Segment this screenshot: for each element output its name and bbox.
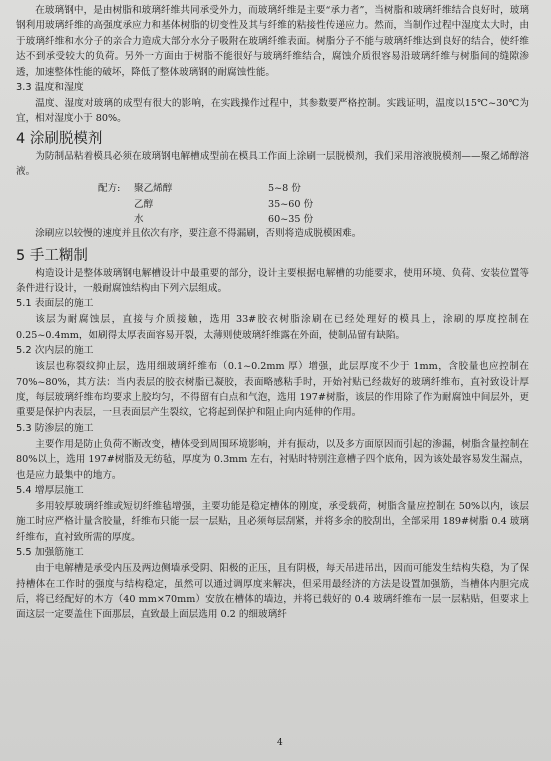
heading-5: 5 手工糊制 (16, 247, 88, 264)
page-number: 4 (277, 738, 283, 748)
formula-row (98, 211, 348, 227)
paragraph-3-3: 温度、湿度对玻璃的成型有很大的影响，在实践操作过程中，其参数要严格控制。实践证明，温度以15℃~30℃为宜，相对湿度小于 80%。 (16, 98, 529, 125)
heading-5-2: 5.2 次内层的施工 (16, 345, 94, 357)
paragraph-5-3: 主要作用是防止负荷不断改变，槽体受到周围环境影响，并有振动，以及多方面原因而引起的渗漏，树脂含量控制在 80%以上，选用 197#树脂及无纺毡，厚度为 0.3mm 左右，衬贴时特别注意槽子四个底角，因为该处最容易发生漏点，也是应力最集中的地方。 (16, 438, 529, 481)
formula-amount: 35~60 份 (268, 198, 314, 210)
paragraph-5-4: 多用较厚玻璃纤维或短切纤维毡增强，主要功能是稳定槽体的刚度，承受载荷，树脂含量应控制在 50%以内，该层施工时应严格计量含胶量，纤维布只能一层一层贴，且必须每层刮紧，并将多余的胶刮出，全部采用 189#树脂 0.4 玻璃纤维布，直衬致所需的厚度。 (16, 501, 529, 543)
paragraph-4: 为防制品粘着模具必须在玻璃钢电解槽成型前在模具工作面上涂刷一层脱模剂，我们采用溶液脱模剂——聚乙烯醇溶液。 (16, 150, 529, 178)
formula-amount: 60~35 份 (268, 214, 314, 226)
formula-row (98, 195, 348, 211)
formula-label: 配方: (98, 183, 121, 195)
heading-5-1: 5.1 表面层的施工 (16, 298, 94, 310)
formula-table (98, 180, 348, 227)
heading-5-4: 5.4 增厚层施工 (16, 485, 84, 497)
heading-3-3: 3.3 温度和湿度 (16, 82, 84, 94)
formula-row (98, 180, 348, 196)
heading-5-3: 5.3 防渗层的施工 (16, 422, 94, 434)
paragraph-5-2: 该层也称裂纹抑止层，选用细玻璃纤维布（0.1~0.2mm 厚）增强，此层厚度不少于 1mm，含胶量也应控制在 70%~80%，其方法：当内表层的胶衣树脂已凝胶，表面略感粘手时，开始衬贴已经裁好的玻璃纤维布，直衬致设计厚度，每层玻璃纤维布均要求上胶均匀，不得留有白点和气泡，选用 197#树脂，该层的作用除了作为耐腐蚀中间层外，更重要是保护内表层，一旦表面层产生裂纹，它将起到保护和阻止向内延伸的作用。 (16, 361, 529, 419)
heading-5-5: 5.5 加强筋施工 (16, 547, 84, 559)
formula-amount: 5~8 份 (268, 183, 301, 195)
paragraph-5-5: 由于电解槽是承受内压及两边侧墙承受阴、阳极的正压，且有阴极，每天吊进吊出，因而可能发生结构失稳，为了保持槽体在工作时的强度与结构稳定，虽然可以通过调厚度来解决，但采用最经济的方法是设置加强筋，当槽体内胆完成后，将已经配好的木方（40 mm×70mm）安放在槽体的墙边，并将已载好的 0.4 玻璃纤维布一层一层粘贴，但要求上面这层一定要盖住下面那层，直致最上面层选用 0.2 的细玻璃纤 (16, 563, 529, 621)
paragraph-5: 构造设计是整体玻璃钢电解槽设计中最重要的部分，设计主要根据电解槽的功能要求，使用环境、负荷、安装位置等条件进行设计，一般耐腐蚀结构由下列六层组成。 (16, 267, 529, 294)
paragraph-intro: 在玻璃钢中，是由树脂和玻璃纤维共同承受外力，而玻璃纤维是主要“承力者”，当树脂和玻璃纤维结合良好时，玻璃钢利用玻璃纤维的高强度承应力和基体树脂的切变性及其与纤维的粘接性传递应力。然而，当制作过程中湿度太大时，由于玻璃纤维和水分子的亲合力造成大部分水分子吸附在玻璃纤维表面。树脂分子不能与玻璃纤维达到良好的结合，使纤维达不到承受较大的负荷。另外一方面由于树脂不能很好与玻璃纤维结合，腐蚀介质很容易沿玻璃纤维与树脂间的缝隙渗透，加速整体性能的破坏，降低了整体玻璃钢的耐腐蚀性能。 (16, 5, 529, 78)
paragraph-4-after: 涂刷应以较慢的速度并且依次有序，要注意不得漏刷，否则将造成脱模困难。 (35, 228, 362, 240)
formula-ingredient: 水 (134, 214, 144, 226)
paragraph-5-1: 该层为耐腐蚀层，直接与介质接触，选用 33#胶衣树脂涂刷在已经处理好的模具上，涂刷的厚度控制在 0.25~0.4mm，如刷得太厚表面容易开裂，太薄则使玻璃纤维露在外面，使制品留有缺陷。 (16, 314, 529, 341)
formula-ingredient: 乙醇 (134, 198, 154, 210)
formula-ingredient: 聚乙烯醇 (134, 183, 173, 195)
heading-4: 4 涂刷脱模剂 (16, 130, 103, 147)
